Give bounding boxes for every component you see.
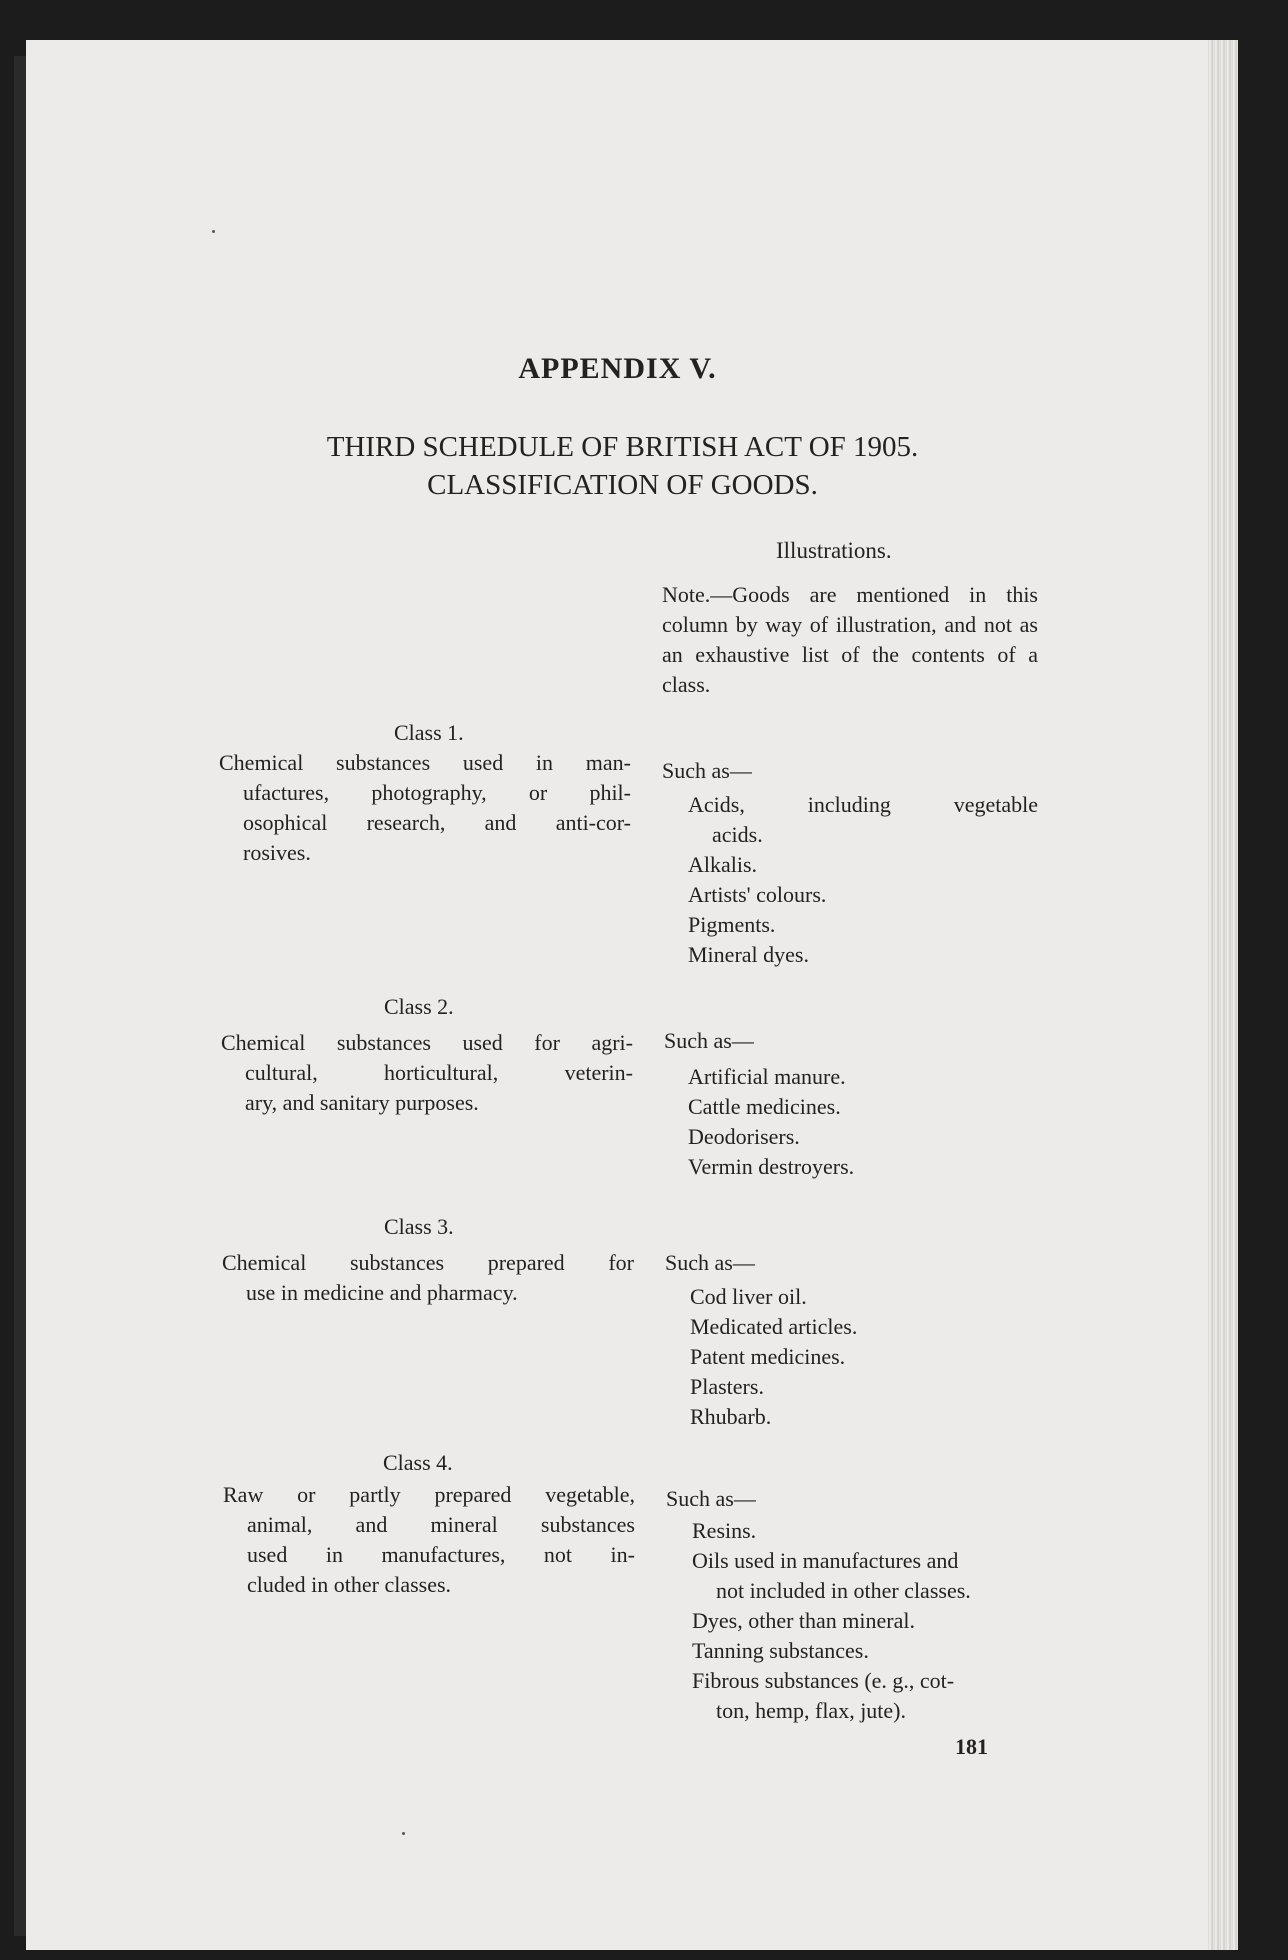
illustration-item: Dyes, other than mineral.	[692, 1608, 915, 1633]
class-1-description	[219, 748, 631, 868]
item-line: ton, hemp, flax, jute).	[716, 1698, 907, 1723]
class-2-heading: Class 2.	[384, 994, 454, 1019]
class-description-line: ary, and sanitary purposes.	[245, 1090, 479, 1115]
illustration-item: Deodorisers.	[688, 1124, 800, 1149]
illustration-item: Artificial manure.	[688, 1064, 846, 1089]
schedule-title-line-2: CLASSIFICATION OF GOODS.	[427, 469, 818, 501]
illustrations-heading: Illustrations.	[776, 538, 892, 563]
class-description-line: cluded in other classes.	[247, 1572, 452, 1597]
item-line: acids.	[712, 822, 763, 847]
illustration-item: Tanning substances.	[692, 1638, 869, 1663]
schedule-title-line-1: THIRD SCHEDULE OF BRITISH ACT OF 1905.	[326, 431, 919, 463]
book-page	[26, 40, 1238, 1950]
illustration-item: Alkalis.	[688, 852, 758, 877]
illustration-item: Mineral dyes.	[688, 942, 809, 967]
class-description-line: osophical research, and anti-cor-	[243, 810, 631, 835]
class-description-line: used in manufactures, not in-	[247, 1542, 635, 1567]
item-line: not included in other classes.	[716, 1578, 971, 1603]
class-4-description	[223, 1480, 635, 1600]
appendix-title: APPENDIX V.	[518, 352, 717, 385]
scan-speck	[212, 230, 215, 233]
class-description-line: rosives.	[243, 840, 311, 865]
class-1-items	[688, 790, 1038, 970]
class-description-line: Chemical substances used for agri-	[221, 1030, 633, 1055]
schedule-title	[0, 428, 1245, 504]
illustration-item	[692, 1546, 1044, 1606]
item-line: Oils used in manufactures and	[692, 1548, 959, 1573]
illustration-item: Cod liver oil.	[690, 1284, 807, 1309]
class-4-items	[692, 1516, 1044, 1726]
class-description-line: Chemical substances used in man-	[219, 750, 631, 775]
illustration-item: Medicated articles.	[690, 1314, 858, 1339]
illustrations-note: Note.—Goods are mentioned in this column by way of illustration, and not as an exhaustive list of the contents of a class.	[662, 582, 1038, 697]
class-2-items	[688, 1062, 1038, 1182]
illustration-item: Patent medicines.	[690, 1344, 846, 1369]
illustration-item: Plasters.	[690, 1374, 764, 1399]
class-3-items	[690, 1282, 1040, 1432]
class-description-line: cultural, horticultural, veterin-	[245, 1060, 633, 1085]
class-4-heading: Class 4.	[383, 1450, 453, 1475]
illustration-item: Pigments.	[688, 912, 776, 937]
class-1-such-as: Such as—	[662, 758, 752, 783]
illustration-item: Resins.	[692, 1518, 757, 1543]
class-description-line: use in medicine and pharmacy.	[246, 1280, 518, 1305]
class-1-heading: Class 1.	[394, 720, 464, 745]
class-4-such-as: Such as—	[666, 1486, 756, 1511]
page-edge	[1208, 40, 1238, 1950]
class-2-description	[221, 1028, 633, 1118]
class-description-line: Chemical substances prepared for	[222, 1250, 634, 1275]
class-2-such-as: Such as—	[664, 1028, 754, 1053]
class-description-line: ufactures, photography, or phil-	[243, 780, 631, 805]
item-line: Acids, including vegetable	[688, 792, 1038, 817]
item-line: Fibrous substances (e. g., cot-	[692, 1668, 955, 1693]
illustration-item: Vermin destroyers.	[688, 1154, 855, 1179]
class-3-such-as: Such as—	[665, 1250, 755, 1275]
illustration-item: Artists' colours.	[688, 882, 827, 907]
scan-speck	[402, 1832, 405, 1835]
class-3-description	[222, 1248, 634, 1308]
page-number: 181	[955, 1734, 988, 1759]
illustration-item	[688, 790, 1038, 850]
class-3-heading: Class 3.	[384, 1214, 454, 1239]
illustration-item: Rhubarb.	[690, 1404, 772, 1429]
class-description-line: Raw or partly prepared vegetable,	[223, 1482, 635, 1507]
illustration-item: Cattle medicines.	[688, 1094, 841, 1119]
class-description-line: animal, and mineral substances	[247, 1512, 635, 1537]
illustration-item	[692, 1666, 1044, 1726]
